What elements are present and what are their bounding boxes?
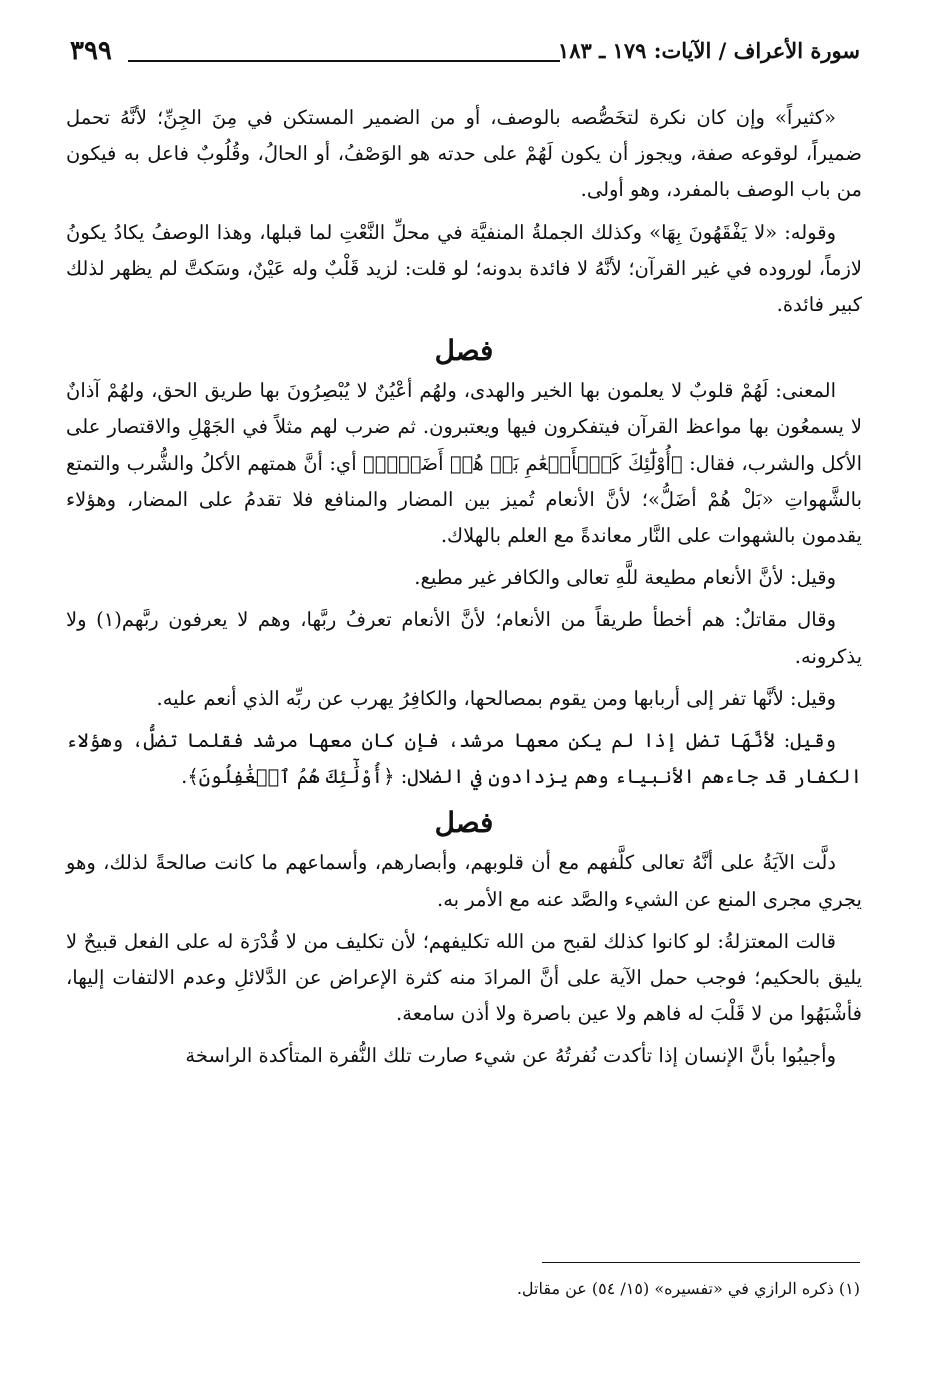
header-rule (128, 60, 560, 62)
section-heading: فصل (434, 334, 494, 368)
footnote-separator (542, 1262, 860, 1263)
page-header (70, 34, 860, 74)
page-body (66, 100, 862, 1081)
paragraph: دلَّت الآيَةُ على أنَّهُ تعالى كلَّفهم مع أن قلوبهم، وأبصارهم، وأسماعهم ما كانت صالحةً لذلك، وهو يجري مجرى المنع عن الشيء والصَّد عنه مع الأمر به. (66, 851, 862, 911)
section-heading: فصل (434, 806, 494, 840)
footnote: (١) ذكره الرازي في «تفسيره» (١٥/ ٥٤) عن مقاتل. (516, 1279, 860, 1298)
paragraph: «كثيراً» وإن كان نكرة لتخَصُّصه بالوصف، أو من الضمير المستكن في مِنَ الجِنِّ؛ لأنَّهُ تحمل ضميراً، لوقوعه صفة، ويجوز أن يكون لَهُمْ على حدته هو الوَصْفُ، أو الحالُ، وقُلُوبٌ فاعل به فيكون من باب الوصف بالمفرد، وهو أولى. (66, 106, 862, 202)
paragraph: قالت المعتزلةُ: لو كانوا كذلك لقبح من الله تكليفهم؛ لأن تكليف من لا قُدْرَة له على الفعل قبيحٌ لا يليق بالحكيم؛ فوجب حمل الآية على أنَّ المرادَ منه كثرة الإعراض عن الدَّلائلِ وعدم الالتفات إليها، فأشْبَهُوا من لا قَلْبَ له فاهم ولا عين باصرة ولا أذن سامعة. (66, 929, 862, 1026)
paragraph: المعنى: لَهُمْ قلوبٌ لا يعلمون بها الخير والهدى، ولهُم أعْيُنٌ لا يُبْصِرُونَ بها طريق الحق، ولهُمْ آذانٌ لا يسمعُون بها مواعظ القرآن فيتفكرون فيها ويعتبرون. ثم ضرب لهم مثلاً في الجَهْلِ والاقتصار على الأكل والشرب، فقال: ﴿أُوْلَٰٓئِكَ كَٱلۡأَنۡعَٰمِ بَلۡ هُمۡ أَضَلُّۚ﴾ أي: أنَّ همتهم الأكلُ والشُّرب والتمتع بالشَّهواتِ «بَلْ هُمْ أضَلُّ»؛ لأنَّ الأنعام تُميز بين المضار والمنافع فلا تقدمُ على المضار، وهؤلاء يقدمون بالشهوات على النَّار معاندةً مع العلم بالهلاك. (66, 379, 862, 548)
running-title: سورة الأعراف / الآيات: ١٧٩ ـ ١٨٣ (557, 38, 860, 63)
paragraph: وقال مقاتلٌ: هم أخطأ طريقاً من الأنعام؛ لأنَّ الأنعام تعرفُ ربَّها، وهم لا يعرفون ربَّهم(١) ولا يذكرونه. (66, 608, 862, 668)
paragraph: وقيل: لأنَّهَا تضل إذا لم يكن معها مرشد، فإن كان معها مرشد فقلما تضلُّ، وهؤلاء الكفار قد جاءهم الأنبياء وهم يزدادون في الضلال: ﴿أُوْلَٰٓئِكَ هُمُ ٱلۡغَٰفِلُونَ﴾. (66, 729, 862, 789)
paragraph: وقوله: «لا يَفْقَهُونَ بِهَا» وكذلك الجملةُ المنفيَّة في محلِّ النَّعْتِ لما قبلها، وهذا الوصفُ يكادُ يكونُ لازماً، لوروده في غير القرآن؛ لأنَّهُ لا فائدة بدونه؛ لو قلت: لزيد قَلْبٌ وله عَيْنٌ، وسَكتَّ لم يظهر لذلك كبير فائدة. (66, 220, 862, 317)
paragraph: وأجيبُوا بأنَّ الإنسان إذا تأكدت نُفرتُهُ عن شيء صارت تلك النُّفرة المتأكدة الراسخة (185, 1044, 836, 1068)
paragraph: وقيل: لأنَّها تفر إلى أربابها ومن يقوم بمصالحها، والكافِرُ يهرب عن ربِّه الذي أنعم عليه. (156, 686, 836, 710)
page-number: ٣٩٩ (70, 36, 112, 66)
paragraph: وقيل: لأنَّ الأنعام مطيعة للَّهِ تعالى والكافر غير مطيع. (414, 566, 836, 590)
